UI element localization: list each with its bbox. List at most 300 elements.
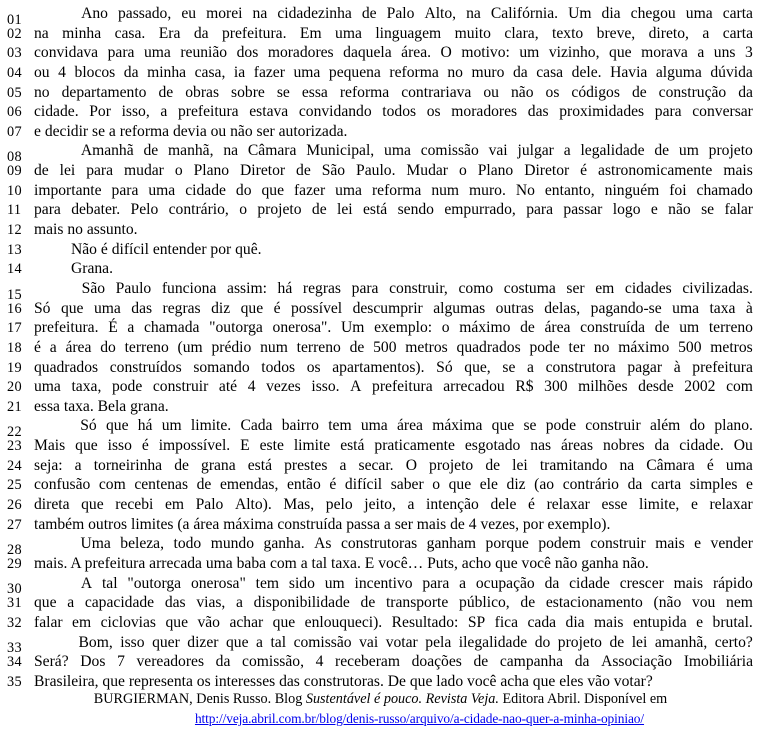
word: taxa, [71, 378, 102, 396]
word: brutal. [712, 613, 753, 631]
citation-source-line [0, 690, 761, 709]
word: regras [162, 299, 201, 317]
word: para [422, 574, 450, 592]
line-text [34, 397, 753, 417]
word: manhã, [168, 142, 214, 160]
word: minha [62, 24, 102, 42]
text-line [0, 377, 761, 397]
word: casa [536, 63, 564, 81]
text-line [0, 456, 761, 476]
line-text [34, 554, 753, 574]
word: a [697, 44, 705, 62]
word: relaxar [546, 496, 590, 514]
word: e [690, 496, 698, 514]
word: muro [471, 63, 505, 81]
word: esse [601, 496, 628, 514]
word: que [81, 496, 104, 514]
word: uma [384, 142, 411, 160]
word: disponibilidade [253, 594, 350, 612]
word: que [225, 633, 249, 651]
word: a [339, 456, 347, 474]
line-text [34, 318, 753, 338]
word: costuma [503, 279, 556, 297]
word: que [34, 594, 57, 612]
word: códigos [571, 83, 620, 101]
line-text [34, 672, 753, 692]
line-text [34, 377, 753, 397]
word: que [240, 299, 264, 317]
word: a [160, 103, 168, 121]
word: morava [641, 44, 688, 62]
line-number: 05 [7, 84, 22, 101]
word: seja: [34, 456, 63, 474]
line-content: mais no assunto. [34, 221, 138, 239]
word: vai [488, 142, 508, 160]
word: 3 [744, 44, 753, 62]
word: da [512, 63, 528, 81]
word: certo? [714, 633, 753, 651]
word: nobres [603, 437, 645, 455]
line-text [34, 416, 753, 436]
word: e [650, 201, 658, 219]
word: o [174, 162, 183, 180]
word: de [174, 456, 189, 474]
word: a [67, 594, 75, 612]
word: uma [360, 417, 388, 435]
word: taxa [709, 299, 736, 317]
word: Palo [195, 496, 224, 514]
word: projeto [557, 633, 602, 651]
word: para [86, 162, 114, 180]
text-line [0, 613, 761, 633]
text-line [0, 83, 761, 103]
word: votar [385, 633, 418, 651]
line-content: essa taxa. Bela grana. [34, 397, 169, 415]
word: prestes [284, 456, 328, 474]
paragraph-indent [34, 534, 71, 554]
word: convidando [298, 103, 372, 121]
word: Pelo [130, 201, 159, 219]
word: empurrado, [444, 201, 516, 219]
line-text [34, 63, 753, 83]
word: um [678, 142, 699, 160]
paragraph-indent [34, 633, 71, 653]
word: jeito, [364, 496, 396, 514]
word: das [131, 299, 153, 317]
word: minha [147, 63, 187, 81]
text-line [0, 4, 761, 28]
word: pode [111, 378, 143, 396]
text-line [0, 200, 761, 220]
word: do [534, 633, 551, 651]
word: na [252, 5, 268, 22]
word: legalidade [580, 142, 645, 160]
word: carta [722, 5, 753, 22]
word: praticamente [374, 437, 455, 455]
word: arrecadou [443, 378, 505, 396]
word: um [519, 44, 540, 62]
word: num [260, 338, 288, 356]
line-text [34, 338, 753, 358]
line-number: 07 [7, 123, 22, 140]
word: essa [301, 83, 328, 101]
word: isso [107, 437, 132, 455]
word: lei [59, 162, 76, 180]
citation-blog-title: Sustentável é pouco. [305, 691, 423, 707]
word: Amanhã [80, 142, 134, 160]
word: construção [658, 83, 727, 101]
word: plano. [714, 417, 753, 435]
word: pagar [627, 358, 663, 376]
word: de [360, 594, 376, 612]
word: chegou [630, 5, 676, 22]
word: construir [152, 378, 209, 396]
word: Ou [733, 437, 753, 455]
word: ia [233, 63, 246, 81]
word: vai [359, 633, 379, 651]
word: dúvida [710, 63, 753, 81]
word: falar [34, 613, 63, 631]
word: dizer [187, 633, 219, 651]
word: todos [261, 358, 296, 376]
word: sendo [397, 201, 434, 219]
word: Uma [80, 535, 111, 553]
word: rápido [712, 574, 753, 592]
word: do [689, 417, 706, 435]
word: tramitando [539, 456, 608, 474]
word: 4 [247, 378, 256, 396]
word: Ano [81, 5, 108, 22]
word: nem [726, 594, 753, 612]
word: construir [585, 417, 641, 435]
word: vou [691, 594, 716, 612]
word: ter [568, 338, 585, 356]
word: possível [291, 299, 343, 317]
word: astronomicamente [598, 162, 713, 180]
word: e [696, 613, 704, 631]
word: 300 [544, 378, 568, 396]
word: algumas [433, 299, 486, 317]
word: cidade [185, 181, 226, 199]
word: onerosa" [190, 574, 246, 592]
line-number: 13 [7, 241, 22, 258]
word: a [74, 456, 82, 474]
word: um [324, 574, 345, 592]
word: de [520, 319, 535, 337]
word: do [100, 338, 116, 356]
word: ilegalidade [458, 633, 528, 651]
word: de [196, 476, 212, 494]
word: de [631, 83, 647, 101]
word: mais [594, 613, 624, 631]
line-content: mais. A prefeitura arrecada uma baba com a tal taxa. E você… Puts, acho que você não ganha não. [34, 554, 649, 572]
line-text [34, 475, 753, 495]
word: saber [390, 476, 424, 494]
word: uma [335, 24, 362, 42]
citation-blog-label: Blog [274, 691, 303, 707]
word: lei [631, 633, 648, 651]
word: terreno [124, 338, 169, 356]
text-line [0, 220, 761, 240]
word: crescer [619, 574, 664, 592]
word: conversar [692, 103, 753, 121]
word: lei [512, 456, 528, 474]
word: a [563, 142, 571, 160]
word: à [745, 299, 753, 317]
word: Por [89, 103, 111, 121]
word: carta [650, 476, 682, 494]
word: moradores [451, 103, 518, 121]
line-number: 02 [7, 25, 22, 42]
text-line [0, 475, 761, 495]
word: (ao [534, 476, 555, 494]
text-line [0, 672, 761, 692]
word: casa, [194, 63, 226, 81]
word: prefeitura [177, 103, 239, 121]
word: num [431, 181, 460, 199]
line-number: 04 [7, 64, 22, 81]
word: cidade [569, 574, 610, 592]
word: projeto [257, 201, 302, 219]
word: mais [723, 162, 753, 180]
word: lei [337, 201, 353, 219]
word: Será? [34, 653, 69, 671]
word: Havia [610, 63, 648, 81]
word: dia [565, 613, 585, 631]
word: uns [713, 44, 736, 62]
word: para [34, 201, 61, 219]
word: construtora [545, 358, 616, 376]
citation-url-link[interactable]: http://veja.abril.com.br/blog/denis-russo/arquivo/a-cidade-nao-quer-a-minha-opiniao/ [194, 711, 645, 726]
word: isso [120, 633, 145, 651]
line-text [34, 515, 753, 535]
word: área [544, 319, 571, 337]
word: da [544, 574, 560, 592]
word: Bom, [78, 633, 113, 651]
word: foi [669, 181, 687, 199]
word: de [349, 338, 365, 356]
text-line [0, 181, 761, 201]
word: somando [193, 358, 250, 376]
line-number: 19 [7, 359, 22, 376]
word: todo [173, 535, 202, 553]
word: texto [552, 24, 584, 42]
word: de [158, 83, 174, 101]
line-number: 22 [7, 424, 22, 441]
word: uma [148, 181, 176, 199]
line-number: 11 [7, 202, 22, 219]
line-text [34, 240, 753, 260]
word: é [141, 437, 149, 455]
word: breve, [596, 24, 636, 42]
word: Em [299, 24, 322, 42]
word: com [726, 378, 753, 396]
word: a [459, 574, 467, 592]
word: está [247, 456, 272, 474]
text-line [0, 554, 761, 574]
word: um [161, 417, 182, 435]
word: prefeitura. [221, 24, 287, 42]
word: no [447, 63, 463, 81]
word: ganham [426, 535, 477, 553]
word: impossível. [158, 437, 231, 455]
word: relaxar [709, 496, 753, 514]
text-line [0, 534, 761, 558]
word: vereadores [136, 653, 205, 671]
word: cada [527, 613, 557, 631]
word: quadrados [456, 338, 521, 356]
word: outras [495, 299, 534, 317]
word: obras [185, 83, 220, 101]
word: podem [538, 535, 581, 553]
word: de [520, 594, 536, 612]
word: que, [464, 358, 491, 376]
word: os [426, 103, 441, 121]
word: é [34, 338, 41, 356]
word: bairro [281, 417, 319, 435]
word: de [654, 142, 670, 160]
word: da [738, 83, 753, 101]
paragraph-indent [34, 4, 71, 24]
citation-publisher: Editora Abril. [502, 691, 581, 707]
word: pequena [328, 63, 381, 81]
word: limite [293, 437, 331, 455]
text-line [0, 397, 761, 417]
word: uma [672, 299, 699, 317]
text-line [0, 358, 761, 378]
word: para [107, 44, 135, 62]
word: Cada [240, 417, 273, 435]
text-line [0, 63, 761, 83]
word: de [143, 142, 159, 160]
word: contrariava [401, 83, 472, 101]
word: "outorga [209, 319, 263, 337]
word: ocupação [475, 574, 535, 592]
line-number: 03 [7, 45, 22, 62]
line-text [34, 43, 753, 63]
line-text [34, 633, 753, 653]
word: construída [580, 319, 646, 337]
word: Municipal, [306, 142, 375, 160]
text-line [0, 259, 761, 279]
word: convidava [34, 44, 99, 62]
line-number: 17 [7, 320, 22, 337]
word: reforma [339, 83, 390, 101]
word: mudar [124, 162, 164, 180]
word: máximo [618, 338, 670, 356]
line-number: 15 [7, 286, 22, 303]
text-line [0, 338, 761, 358]
word: da [654, 437, 670, 455]
word: reforma [389, 63, 439, 81]
word: regras [302, 279, 341, 297]
word: sobre [231, 83, 265, 101]
word: na [619, 456, 635, 474]
word: dele [490, 496, 517, 514]
line-text [34, 122, 753, 142]
word: o [239, 201, 247, 219]
word: casa. [114, 24, 146, 42]
word: 500 [678, 338, 702, 356]
word: metros [710, 338, 753, 356]
word: desde [638, 378, 674, 396]
word: Mudar [406, 162, 448, 180]
word: uma [34, 378, 61, 396]
word: pagando-se [590, 299, 662, 317]
word: descumprir [352, 299, 423, 317]
word: recebi [115, 496, 154, 514]
word: simples [689, 476, 738, 494]
word: difícil [344, 476, 383, 494]
word: ciclovias [100, 613, 156, 631]
word: das [527, 103, 549, 121]
citation-author: BURGIERMAN, Denis Russo. [93, 691, 272, 707]
word: do [235, 181, 252, 199]
word: São [81, 279, 106, 297]
word: debater. [71, 201, 121, 219]
word: ou [34, 63, 50, 81]
word: construtoras [340, 535, 418, 553]
word: Alto, [424, 5, 457, 22]
word: Associação [601, 653, 673, 671]
word: da [627, 476, 643, 494]
line-content: e decidir se a reforma devia ou não ser autorizada. [34, 122, 348, 140]
line-text [34, 299, 753, 319]
word: público, [459, 594, 510, 612]
word: construídos [109, 358, 182, 376]
word: há [277, 279, 293, 297]
word: quer [152, 633, 180, 651]
word: Plano [193, 162, 230, 180]
paragraph-indent [34, 416, 71, 436]
paragraph-indent [34, 574, 71, 594]
text-line [0, 436, 761, 456]
word: importante [34, 181, 102, 199]
word: de [296, 162, 311, 180]
line-text [34, 161, 753, 181]
word: área. [401, 44, 432, 62]
word: em [595, 279, 615, 297]
line-text [34, 358, 753, 378]
text-line [0, 24, 761, 44]
word: então [287, 476, 321, 494]
word: Diretor [240, 162, 286, 180]
word: é [706, 456, 714, 474]
text-line [0, 43, 761, 63]
word: fazer [293, 181, 326, 199]
word: 500 [373, 338, 397, 356]
word: na [223, 142, 239, 160]
line-number: 31 [7, 595, 22, 612]
word: Paulo [115, 279, 152, 297]
word: exemplo: [374, 319, 433, 337]
paragraph-indent [34, 141, 71, 161]
text-line [0, 299, 761, 319]
word: Resultado: [391, 613, 459, 631]
word: entanto, [544, 181, 595, 199]
word: funciona [161, 279, 217, 297]
word: passar [563, 201, 603, 219]
line-number: 10 [7, 182, 22, 199]
line-number: 34 [7, 654, 22, 671]
word: nas [530, 437, 552, 455]
word: ninguém [604, 181, 660, 199]
word: da [123, 63, 139, 81]
paragraph-indent [34, 279, 71, 299]
word: é [273, 299, 281, 317]
word: milhões [578, 378, 628, 396]
word: reforma [371, 181, 422, 199]
